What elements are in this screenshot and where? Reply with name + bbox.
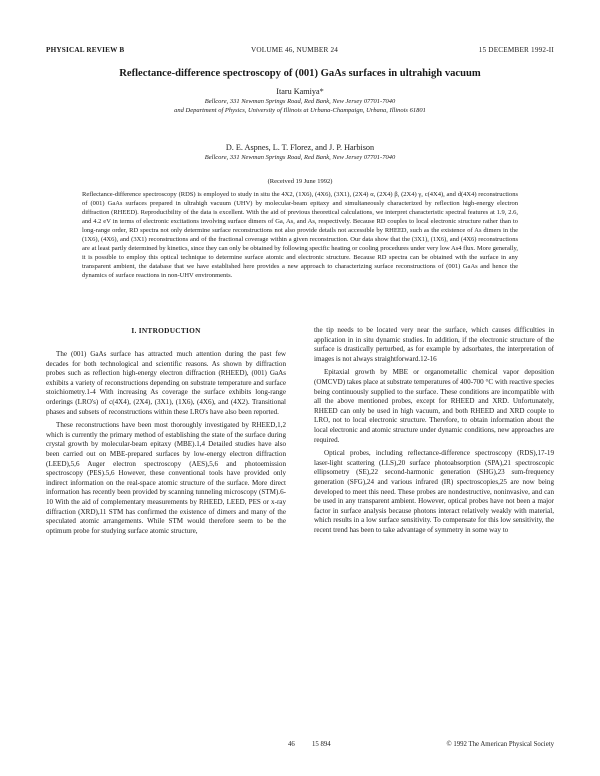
author-block-2 [46,142,554,162]
journal-name: PHYSICAL REVIEW B [46,46,125,54]
article-code: 15 894 [312,741,331,748]
intro-paragraph-4: Epitaxial growth by MBE or organometallic chemical vapor deposition (OMCVD) takes place at substrate temperatures of 400-700 °C with reactive species being continuously supplied to the surface. These conditions are incompatible with all the above mentioned probes, except for RHEED and XRD. Unfortunately, RHEED can only be used in high vacuum, and both RHEED and XRD couple to LRO, not to local electronic structure. Therefore, to obtain information about the local electronic and atomic structure under dynamic conditions, new approaches are required. [314,368,554,444]
running-header [46,46,554,58]
copyright-notice: © 1992 The American Physical Society [446,741,554,748]
intro-paragraph-1: The (001) GaAs surface has attracted much attention during the past few decades for both technological and scientific reasons. As shown by diffraction probes such as reflection high-energy electron diffraction (RHEED), (001) GaAs exhibits a variety of reconstructions depending on substrate temperature and surface stoichiometry.1-4 With increasing As coverage the surface exhibits long-range orderings (LRO's) of c(4X4), (2X4), (3X1), (1X6), (4X6), and (4X2). Transitional phases and subsets of reconstructions within these LRO's have also been reported. [46,350,286,416]
page-number: 46 [288,741,295,748]
page-footer [46,741,554,751]
volume-number: VOLUME 46, NUMBER 24 [251,46,339,54]
affiliation-1b: and Department of Physics, University of Illinois at Urbana-Champaign, Urbana, Illinois 61801 [174,107,426,114]
paper-title: Reflectance-difference spectroscopy of (001) GaAs surfaces in ultrahigh vacuum [119,68,481,79]
issue-date: 15 DECEMBER 1992-II [478,46,554,54]
affiliation-2: Bellcore, 331 Newman Springs Road, Red Bank, New Jersey 07701-7040 [204,154,396,161]
author-block-1 [46,86,554,115]
author-name-1: Itaru Kamiya* [276,87,324,96]
intro-paragraph-3: the tip needs to be located very near the surface, which causes difficulties in application in in situ dynamic studies. In addition, if the electronic structure of the surface is drastically perturbed, as for example by adsorbates, the interpretation of images is not always straightforward.12-16 [314,326,554,363]
abstract: Reflectance-difference spectroscopy (RDS) is employed to study in situ the 4X2, (1X6), (4X6), (3X1), (2X4) α, (2X4) β, (2X4) γ, c(4X4), and d(4X4) reconstructions of (001) GaAs surfaces prepared in ultrahigh vacuum (UHV) by molecular-beam epitaxy and simultaneously characterized by reflection high-energy electron diffraction (RHEED). Reproducibility of the data is excellent. With the aid of previous theoretical calculations, we interpret characteristic spectral features at 1.9, 2.6, and 4.2 eV in terms of electronic excitations involving surface dimers of Ga, As, and As, respectively. Because RD couples to local electronic structure rather than to long-range order, RD spectra not only determine surface reconstructions not also provide details not accessible by RHEED, such as the existence of As dimers in the (1X6), (4X6), and (3X1) reconstructions and of the fractional coverage within a given reconstruction. Our data show that the (3X1), (1X6), and (4X6) reconstructions are at least partly determined by kinetics, since they can only be obtained by following specific heating or cooling procedures under very low As4 flux. More generally, it is possible to employ this optical technique to determine surface atomic and electronic structure. Because RD spectra can be obtained with the surface in any transparent ambient, the database that we have established here provides a new approach to characterizing surface reconstructions of (001) GaAs and hence the dynamics of surface reactions in non-UHV environments. [82,191,518,280]
left-column [46,326,286,540]
right-column [314,326,554,539]
section-heading: I. INTRODUCTION [131,326,201,335]
received-date: (Received 19 June 1992) [267,178,333,185]
intro-paragraph-2: These reconstructions have been most thoroughly investigated by RHEED,1,2 which is currently the primary method of establishing the state of the surface during crystal growth by molecular-beam epitaxy (MBE).1,4 Detailed studies have also been carried out on MBE-prepared surfaces by low-energy electron diffraction (LEED),5,6 Auger electron spectroscopy (AES),5,6 and photoemission spectroscopy (PES).5,6 However, these conventional tools have provided only indirect information on the real-space atomic structure of the surface. More direct information has recently been provided by scanning tunneling microscopy (STM).6-10 With the aid of complementary measurements by RHEED, LEED, PES or x-ray diffraction (XRD),11 STM has confirmed the existence of dimers and many of the speculated atomic arrangements. While STM would therefore seem to be the optimum probe for studying surface atomic structure, [46,421,286,535]
affiliation-1a: Bellcore, 331 Newman Springs Road, Red Bank, New Jersey 07701-7040 [204,98,396,105]
author-name-2: D. E. Aspnes, L. T. Florez, and J. P. Harbison [225,143,375,152]
intro-paragraph-5: Optical probes, including reflectance-difference spectroscopy (RDS),17-19 laser-light scattering (LLS),20 surface photoabsorption (SPA),21 spectroscopic ellipsometry (SE),22 second-harmonic generation (SHG),23 sum-frequency generation (SFG),24 and various infrared (IR) spectroscopies,25 are now being developed to meet this need. These probes are nondestructive, noninvasive, and can be used in any transparent ambient. However, optical probes have not been a major factor in surface analysis because photons interact relatively weakly with material, which results in a low surface sensitivity. To compensate for this low sensitivity, the recent trend has been to take advantage of symmetry in some way to [314,449,554,534]
